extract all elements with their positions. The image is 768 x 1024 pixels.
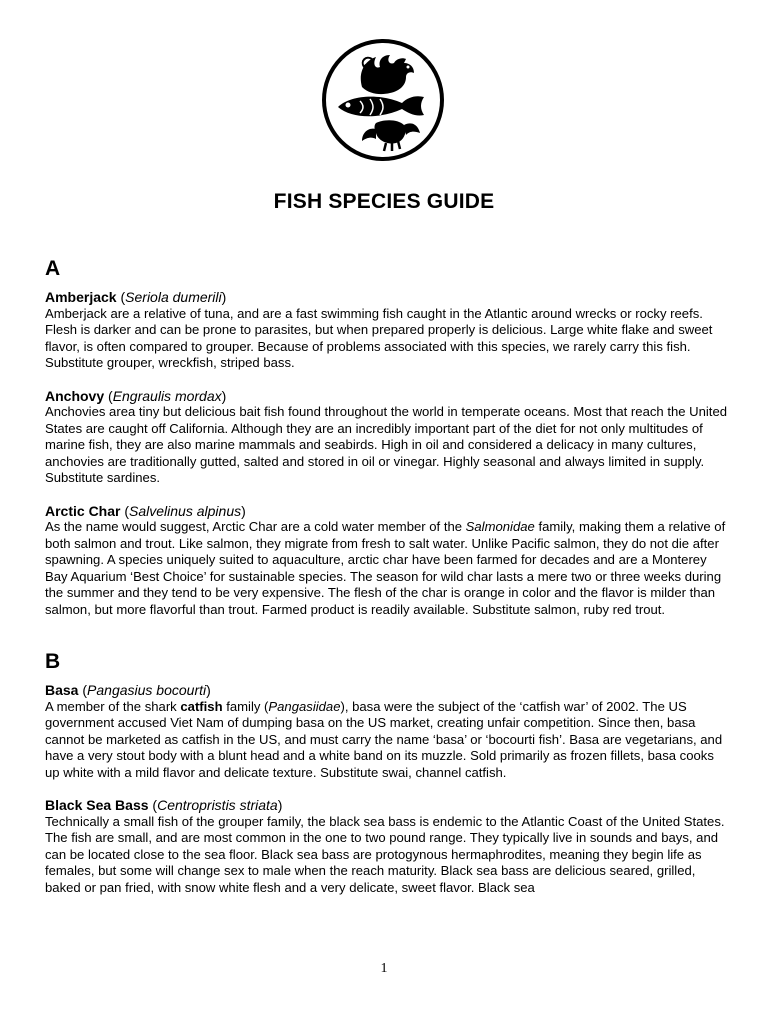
entry-latin-name: Seriola dumerili	[125, 289, 222, 305]
description-part: As the name would suggest, Arctic Char are a cold water member of the	[45, 519, 466, 534]
page-title: FISH SPECIES GUIDE	[273, 190, 495, 213]
entry-heading: Basa (Pangasius bocourti)	[45, 682, 211, 698]
description-part: ), basa were the subject of the ‘catfish war’ of 2002. The US government accused Viet Nam of dumping basa on the US market, creating unfair competition. Since then, basa cannot be marketed as catfish in the US, and must carry the name ‘basa’ or ‘bocourti fish’. Basa are vegetarians, and have a very stout body with a blunt head and a white band on its muzzle. Sold primarily as frozen fillets, basa cooks up white with a mild flavor and delicate texture. Substitute swai, channel catfish.	[45, 698, 723, 780]
entry-basa	[45, 682, 727, 781]
entry-heading: Black Sea Bass (Centropristis striata)	[45, 797, 283, 813]
entry-latin-name: Pangasius bocourti	[87, 682, 207, 698]
entry-arctic-char	[45, 503, 727, 619]
description-italic: Salmonidae	[465, 519, 535, 534]
entry-description	[45, 519, 727, 618]
entry-latin-name: Centropristis striata	[157, 797, 278, 813]
section-letter: B	[45, 650, 61, 673]
entry-anchovy	[45, 388, 727, 487]
entry-black-sea-bass	[45, 797, 727, 896]
document-body	[45, 257, 727, 922]
entry-latin-name: Engraulis mordax	[112, 387, 222, 404]
entry-name: Black Sea Bass	[45, 797, 149, 813]
description-part: family, making them a relative of both salmon and trout. Like salmon, they migrate from fresh to salt water. Unlike Pacific salmon, they do not die after spawning. A species uniquely suited to aquaculture, arctic char have been farmed for decades and are a Monterey Bay Aquarium ‘Best Choice’ for sustainable species. The season for wild char lasts a mere two or three weeks during the summer and they tend to be very expensive. The flesh of the char is orange in color and the flavor is milder than salmon, but more flavorful than trout. Farmed product is readily available. Substitute salmon, ruby red trout.	[45, 519, 726, 617]
entry-latin-name: Salvelinus alpinus	[129, 502, 242, 519]
entry-name: Amberjack	[45, 289, 117, 305]
entry-heading: Amberjack (Seriola dumerili)	[45, 289, 227, 305]
section-a	[45, 257, 727, 618]
entry-description	[45, 699, 727, 782]
section-b	[45, 650, 727, 896]
description-part: A member of the shark	[45, 698, 181, 714]
entry-name: Arctic Char	[45, 502, 121, 519]
description-part: family (	[222, 698, 269, 714]
entry-name: Anchovy	[45, 387, 105, 404]
description-italic: Pangasiidae	[268, 698, 341, 714]
entry-name: Basa	[45, 682, 79, 698]
section-letter: A	[45, 257, 61, 280]
logo-seal-icon	[320, 37, 446, 163]
entry-heading: Arctic Char (Salvelinus alpinus)	[45, 502, 246, 519]
entry-amberjack	[45, 289, 727, 372]
entry-description: Amberjack are a relative of tuna, and are a fast swimming fish caught in the Atlantic around wrecks or rocky reefs. Flesh is darker and can be prone to parasites, but when prepared properly is delicious. Large white flake and sweet flavor, is often compared to grouper. Because of problems associated with this species, we rarely carry this fish. Substitute grouper, wreckfish, striped bass.	[45, 305, 713, 370]
entry-description: Anchovies area tiny but delicious bait fish found throughout the world in temperate oceans. Most that reach the United States are caught off California. Although they are an incredibly important part of the diet for not only multitudes of marine fish, they are also marine mammals and seabirds. High in oil and considered a delicacy in many cultures, anchovies are traditionally gutted, salted and stored in oil or vinegar. Highly seasonal and always limited in supply. Substitute sardines.	[45, 404, 728, 485]
entry-description: Technically a small fish of the grouper family, the black sea bass is endemic to the Atlantic Coast of the United States. The fish are small, and are most common in the one to two pound range. They typically live in sounds and bays, and can be located close to the sea floor. Black sea bass are protogynous hermaphrodites, meaning they begin life as females, but some will change sex to male when the reach maturity. Black sea bass are delicious seared, grilled, baked or pan fried, with snow white flesh and a very delicate, sweet flavor. Black sea	[45, 813, 725, 895]
page-number: 1	[380, 961, 388, 976]
entry-heading: Anchovy (Engraulis mordax)	[45, 387, 227, 404]
description-bold: catfish	[180, 698, 223, 714]
